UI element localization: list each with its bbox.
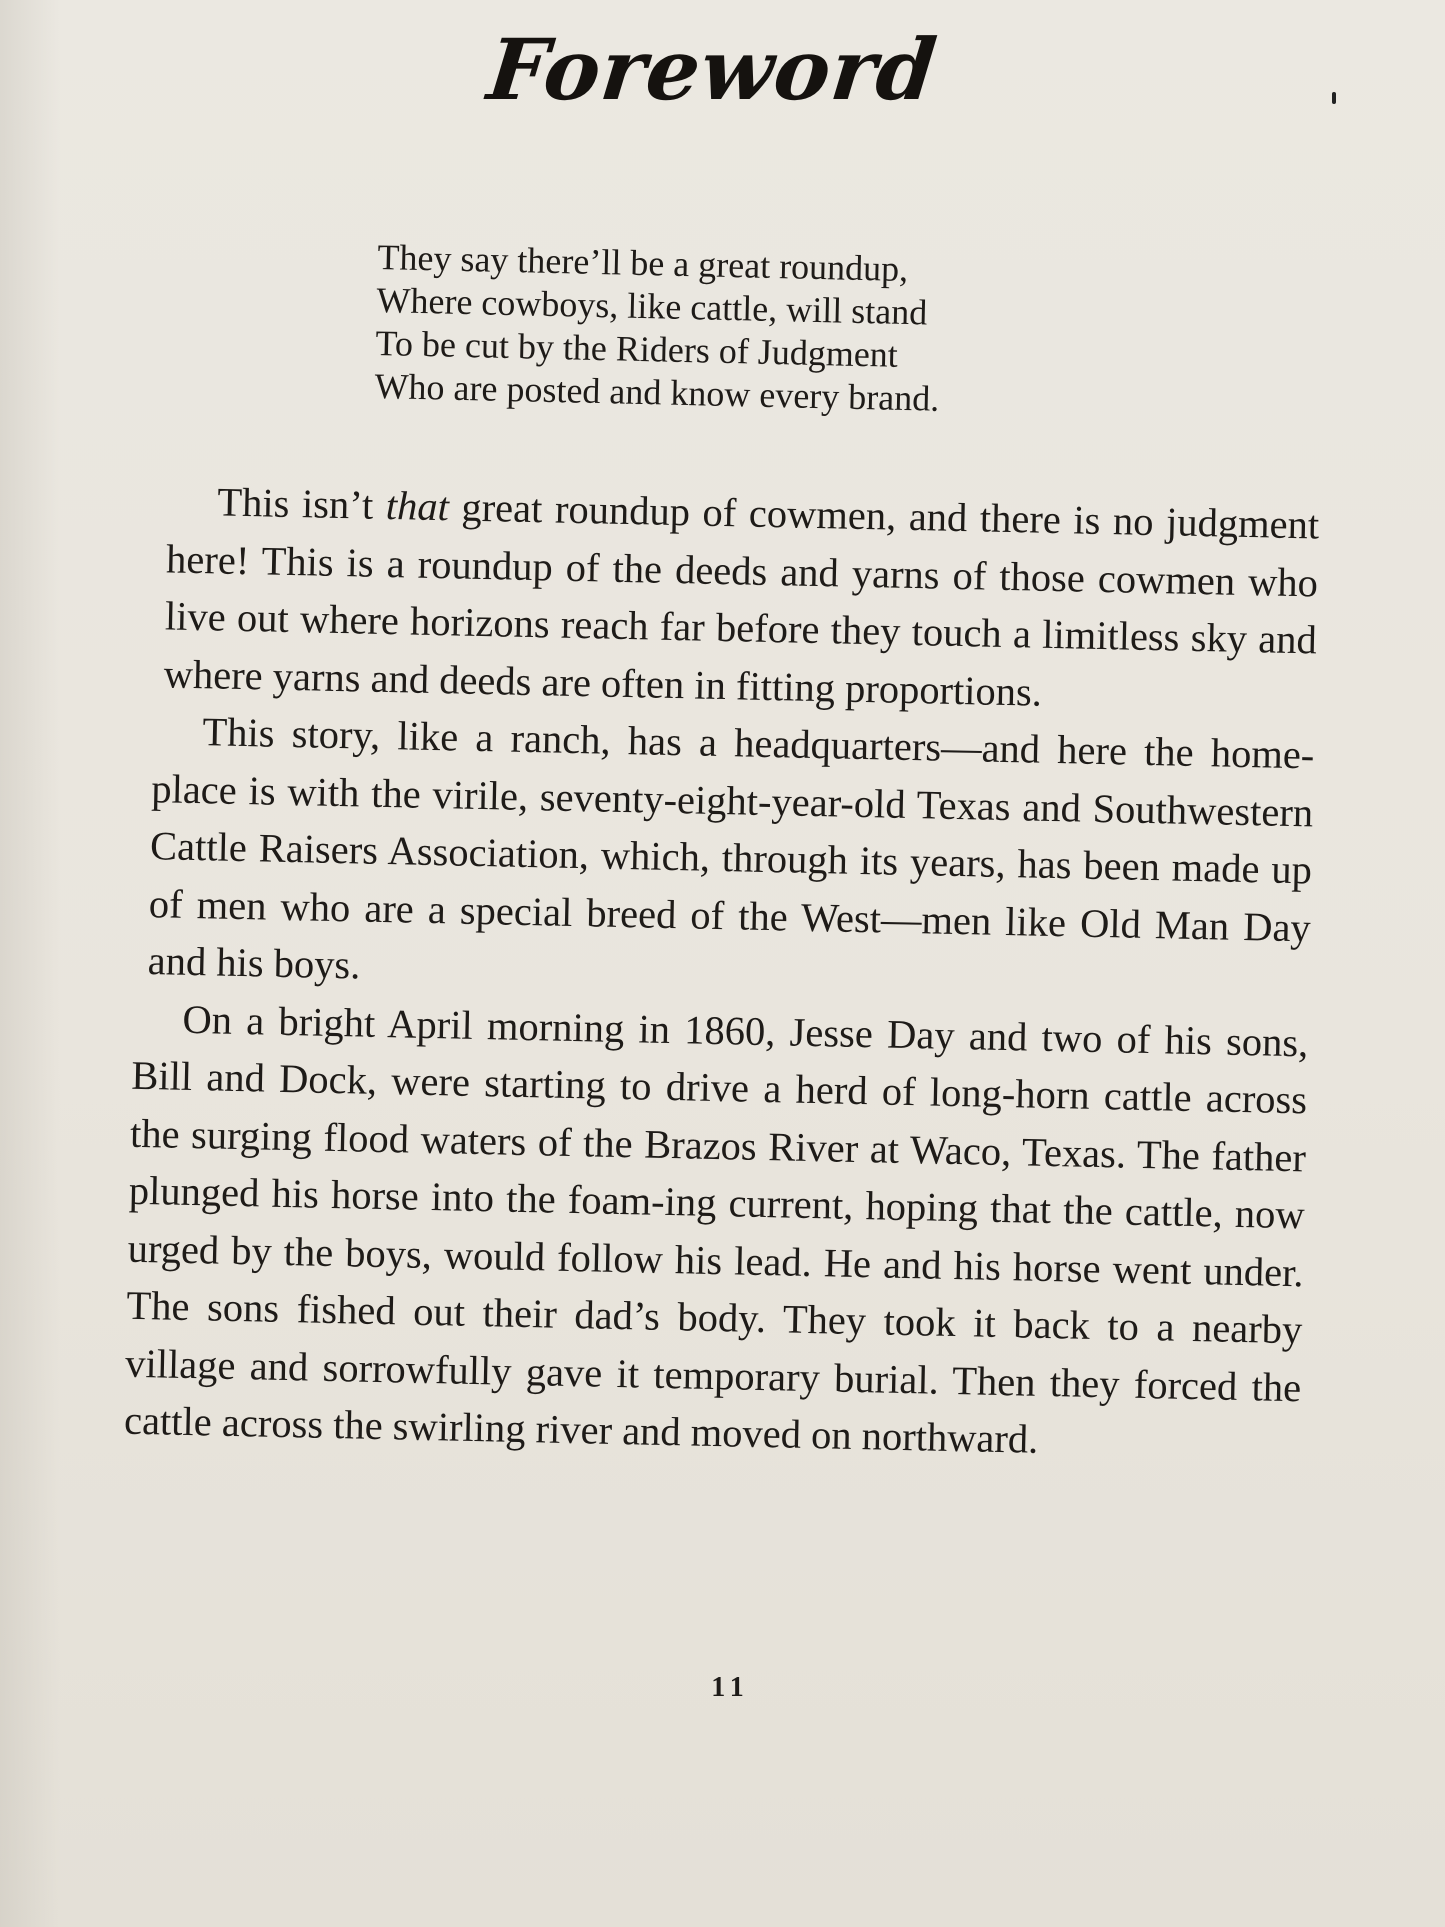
verse-line: To be cut by the Riders of Judgment <box>375 322 899 375</box>
paragraph-1-rest: great roundup of cowmen, and there is no judgment here! This is a roundup of the deeds and yarns of those cowmen who live out where horizons reach far before they touch a limitless sky and where yarns and deeds are often in fitting proportions. <box>163 484 1320 715</box>
paragraph-1-start: This isn’t <box>216 479 387 528</box>
verse-line: They say there’ll be a great roundup, <box>377 236 909 290</box>
paragraph-3: On a bright April morning in 1860, Jesse Day and two of his sons, Bill and Dock, were starting to drive a herd of long-horn cattle across the surging flood waters of the Brazos River at Waco, Texas. The father plunged his horse into the foam-ing current, hoping that the cattle, now urged by the boys, would follow his lead. He and his horse went under. The sons fished out their dad’s body. They took it back to a nearby village and sorrowfully gave it temporary burial. Then they forced the cattle across the swirling river and moved on northward. <box>123 996 1309 1462</box>
paragraph-1 <box>163 472 1320 726</box>
verse-block <box>374 236 1098 424</box>
ink-mark <box>1332 92 1336 104</box>
paragraph-2: This story, like a ranch, has a headquarters—and here the home-place is with the virile, seventy-eight-year-old Texas and Southwestern Cattle Raisers Association, which, through its years, has been made up of men who are a special breed of the West—men like Old Man Day and his boys. <box>147 709 1315 988</box>
page-title: Foreword <box>483 20 942 119</box>
verse-line: Who are posted and know every brand. <box>374 365 940 419</box>
verse-line: Where cowboys, like cattle, will stand <box>376 279 928 333</box>
emphasis-that: that <box>385 482 450 530</box>
body-text <box>123 472 1320 1474</box>
page-number: 11 <box>711 1672 750 1703</box>
